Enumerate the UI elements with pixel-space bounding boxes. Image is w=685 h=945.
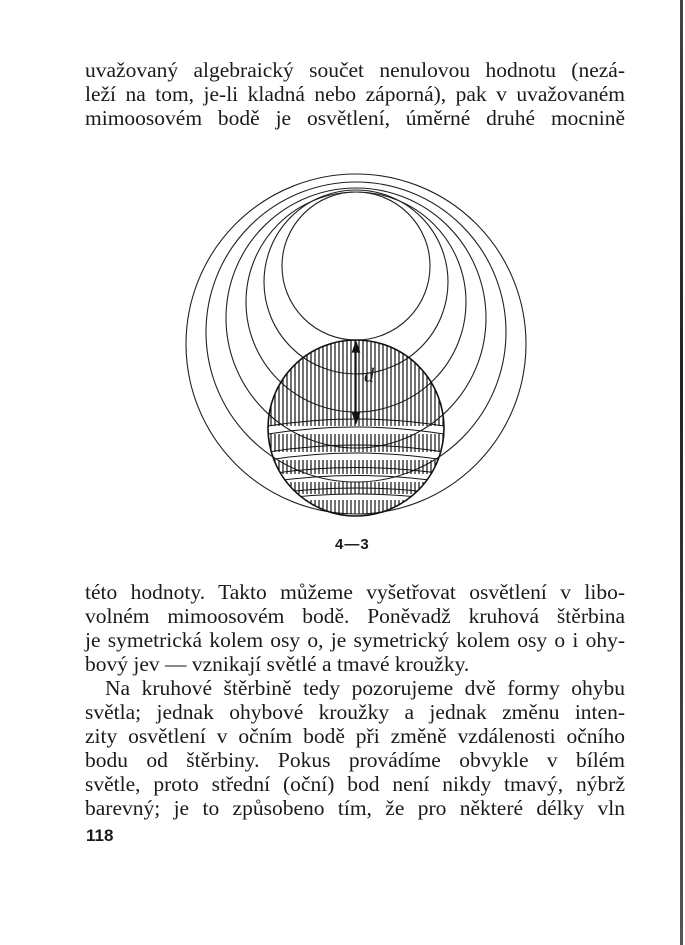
text-line: zity osvětlení v očním bodě při změně vzdálenosti očního xyxy=(85,724,625,748)
text-line: volném mimoosovém bodě. Poněvadž kruhová štěrbina xyxy=(85,604,625,628)
text-line: uvažovaný algebraický součet nenulovou hodnotu (nezá- xyxy=(85,58,625,82)
text-line: bový jev — vznikají světlé a tmavé kroužky. xyxy=(85,652,470,676)
text-line: je symetrická kolem osy o, je symetrický kolem osy o i ohy- xyxy=(85,628,625,652)
text-line: světle, proto střední (oční) bod není nikdy tmavý, nýbrž xyxy=(85,772,625,796)
distance-label: d xyxy=(364,365,374,387)
text-line: barevný; je to způsobeno tím, že pro některé délky vln xyxy=(85,796,625,820)
paragraph-bottom xyxy=(85,580,625,820)
diffraction-rings-figure xyxy=(178,168,534,528)
text-line: Na kruhové štěrbině tedy pozorujeme dvě formy ohybu xyxy=(105,676,625,700)
text-line: této hodnoty. Takto můžeme vyšetřovat osvětlení v libo- xyxy=(85,580,625,604)
paragraph-top xyxy=(85,58,625,130)
text-line: mimoosovém bodě je osvětlení, úměrné druhé mocnině xyxy=(85,106,625,130)
ring xyxy=(282,192,430,340)
page-number: 118 xyxy=(86,826,114,845)
text-line: bodu od štěrbiny. Pokus provádíme obvykle v bílém xyxy=(85,748,625,772)
figure-caption: 4—3 xyxy=(335,536,370,553)
page-edge xyxy=(680,0,683,945)
text-line: leží na tom, je-li kladná nebo záporná), pak v uvažovaném xyxy=(85,82,625,106)
text-line: světla; jednak ohybové kroužky a jednak změnu inten- xyxy=(85,700,625,724)
